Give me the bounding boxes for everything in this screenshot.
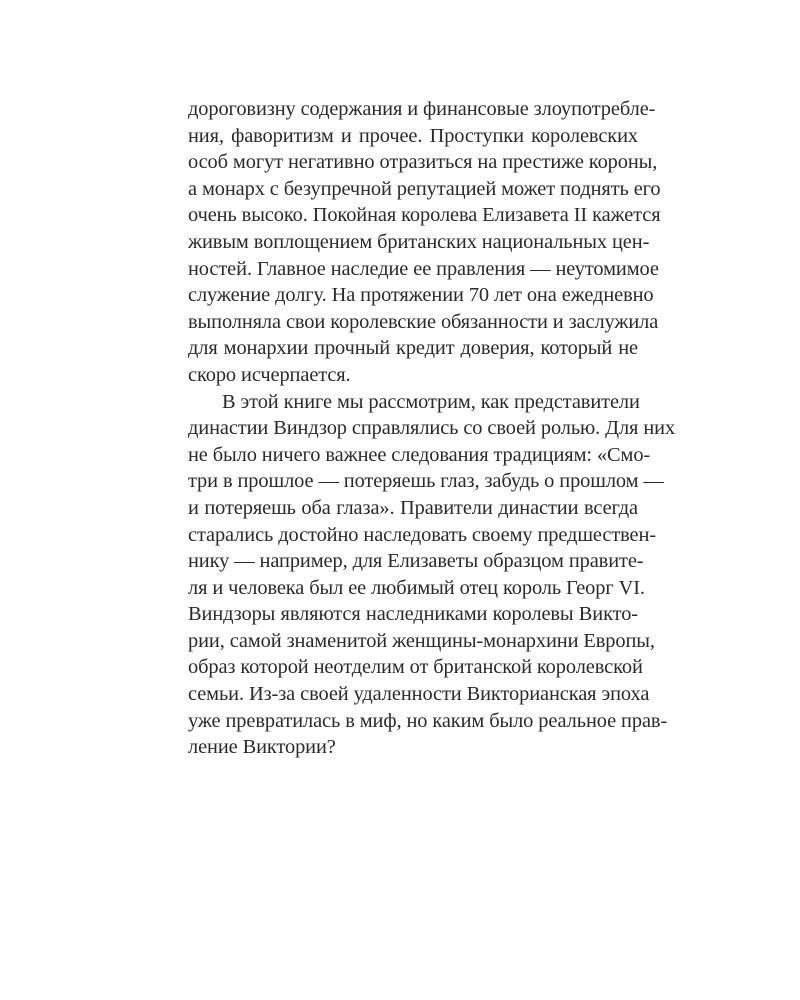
paragraph-1 bbox=[188, 96, 661, 389]
text-line: три в прошлое — потеряешь глаз, забудь о прошлом — bbox=[188, 470, 664, 493]
text-line: выполняла свои королевские обязанности и заслужила bbox=[188, 310, 659, 333]
text-line: для монархии прочный кредит доверия, который не bbox=[188, 337, 638, 360]
text-line: скоро исчерпается. bbox=[188, 363, 351, 386]
text-line: нику — например, для Елизаветы образцом правите- bbox=[188, 550, 644, 573]
text-line: а монарх с безупречной репутацией может поднять его bbox=[188, 177, 661, 200]
text-line: и потеряешь оба глаза». Правители династии всегда bbox=[188, 496, 638, 519]
text-line: очень высоко. Покойная королева Елизавета II кажется bbox=[188, 204, 661, 227]
text-line: ление Виктории? bbox=[188, 736, 336, 759]
text-line: рии, самой знаменитой женщины-монархини Европы, bbox=[188, 629, 655, 652]
text-line: не было ничего важнее следования традициям: «Смо- bbox=[188, 443, 651, 466]
text-line: служение долгу. На протяжении 70 лет она ежедневно bbox=[188, 284, 654, 307]
text-line: старались достойно наследовать своему предшествен- bbox=[188, 523, 657, 546]
text-line: особ могут негативно отразиться на престиже короны, bbox=[188, 151, 658, 174]
text-line: В этой книге мы рассмотрим, как представители bbox=[222, 390, 640, 413]
text-line: ния, фаворитизм и прочее. Проступки королевских bbox=[188, 124, 638, 147]
text-line: семьи. Из-за своей удаленности Викторианская эпоха bbox=[188, 683, 650, 706]
text-line: образ которой неотделим от британской королевской bbox=[188, 656, 643, 679]
text-line: ностей. Главное наследие ее правления — неутомимое bbox=[188, 257, 659, 280]
text-line: дороговизну содержания и финансовые злоупотребле- bbox=[188, 98, 656, 120]
text-line: ля и человека был ее любимый отец король Георг VI. bbox=[188, 576, 645, 599]
text-line: династии Виндзор справлялись со своей ролью. Для них bbox=[188, 417, 676, 440]
book-page-text bbox=[188, 96, 676, 761]
text-line: Виндзоры являются наследниками королевы Викто- bbox=[188, 603, 638, 626]
paragraph-2 bbox=[188, 389, 676, 761]
text-line: живым воплощением британских национальных цен- bbox=[188, 230, 650, 253]
text-line: уже превратилась в миф, но каким было реальное прав- bbox=[188, 709, 668, 732]
